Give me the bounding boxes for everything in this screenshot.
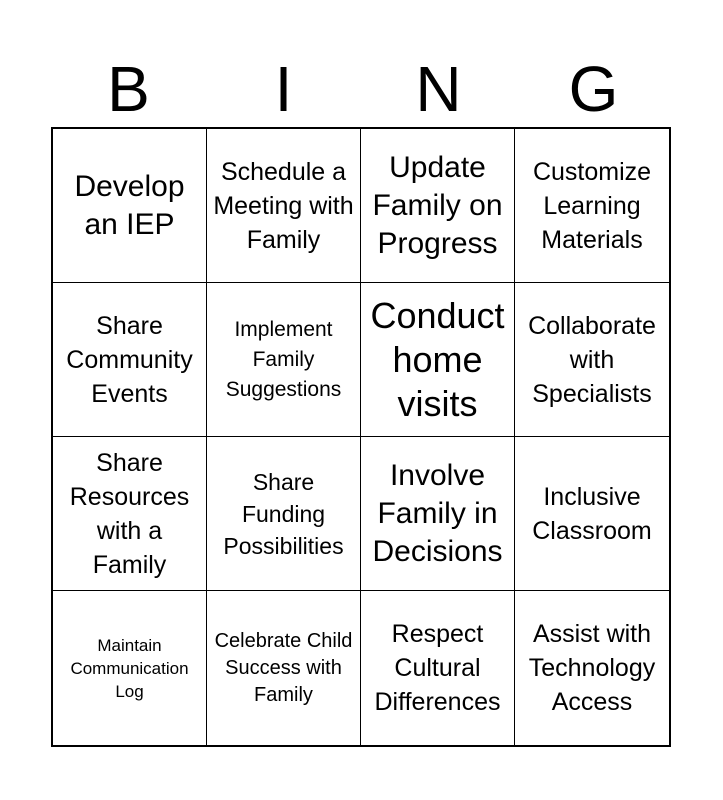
bingo-cell[interactable]: [207, 591, 361, 745]
bingo-cell[interactable]: [361, 283, 515, 437]
bingo-cell-text: Share Funding Possibilities: [223, 468, 344, 559]
header-letter-n: N: [415, 53, 462, 125]
bingo-cell-text: Schedule a Meeting with Family: [213, 157, 354, 254]
bingo-cell[interactable]: [361, 437, 515, 591]
bingo-cell[interactable]: [207, 129, 361, 283]
bingo-cell-text: Collaborate with Specialists: [528, 311, 656, 408]
bingo-cell[interactable]: [515, 591, 669, 745]
bingo-cell[interactable]: [53, 283, 207, 437]
bingo-cell-text: Update Family on Progress: [372, 150, 503, 260]
bingo-cell-text: Respect Cultural Differences: [374, 620, 501, 716]
bingo-cell-text: Customize Learning Materials: [532, 157, 652, 254]
bingo-cell-text: Involve Family in Decisions: [372, 458, 503, 568]
bingo-cell-text: Maintain Communication Log: [70, 635, 189, 701]
bingo-cell-text: Share Community Events: [66, 311, 193, 408]
bingo-cell-text: Assist with Technology Access: [528, 620, 656, 716]
bingo-cell[interactable]: [515, 283, 669, 437]
header-letter-b: B: [107, 53, 150, 125]
bingo-cell-text: Celebrate Child Success with Family: [214, 629, 353, 706]
bingo-cell-text: Conduct home visits: [370, 294, 505, 424]
bingo-cell[interactable]: [207, 283, 361, 437]
bingo-cell[interactable]: [53, 129, 207, 283]
bingo-cell[interactable]: [515, 437, 669, 591]
bingo-cell[interactable]: [53, 591, 207, 745]
bingo-cell-text: Implement Family Suggestions: [225, 317, 342, 401]
bingo-cell-text: Share Resources with a Family: [69, 448, 190, 579]
bingo-cell-text: Inclusive Classroom: [532, 482, 652, 545]
bingo-cell[interactable]: [515, 129, 669, 283]
bingo-card-grid: [51, 127, 671, 747]
bingo-header: [51, 52, 671, 126]
header-letter-g: G: [568, 53, 619, 125]
bingo-cell-text: Develop an IEP: [74, 169, 185, 241]
header-letter-i: I: [274, 53, 293, 125]
bingo-cell[interactable]: [53, 437, 207, 591]
bingo-cell[interactable]: [207, 437, 361, 591]
bingo-cell[interactable]: [361, 129, 515, 283]
bingo-cell[interactable]: [361, 591, 515, 745]
